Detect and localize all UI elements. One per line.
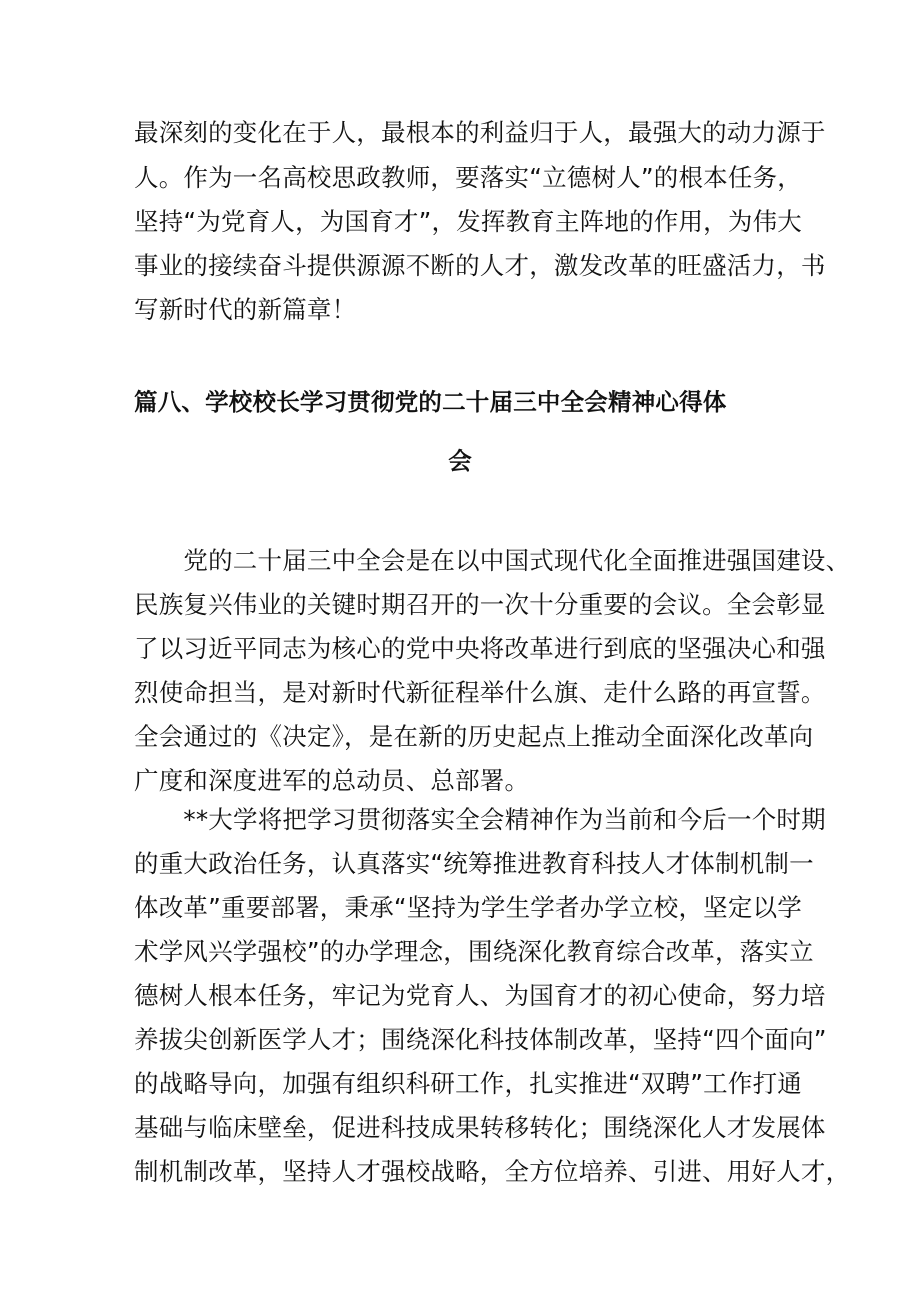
intro-line-1: 最深刻的变化在于人，最根本的利益归于人，最强大的动力源于 [134, 118, 826, 147]
paragraph-1-line-4: 烈使命担当，是对新时代新征程举什么旗、走什么路的再宣誓。 [134, 678, 826, 707]
paragraph-2-line-3: 体改革”重要部署，秉承“坚持为学生学者办学立校，坚定以学 [134, 893, 802, 922]
paragraph-1-line-2: 民族复兴伟业的关键时期召开的一次十分重要的会议。全会彰显 [134, 590, 826, 619]
section-heading-continuation: 会 [448, 447, 472, 475]
paragraph-2-line-1: **大学将把学习贯彻落实全会精神作为当前和今后一个时期 [134, 805, 826, 834]
intro-line-4: 事业的接续奋斗提供源源不断的人才，激发改革的旺盛活力，书 [134, 251, 826, 280]
paragraph-2-line-5: 德树人根本任务，牢记为党育人、为国育才的初心使命，努力培 [134, 981, 826, 1010]
paragraph-1-line-6: 广度和深度进军的总动员、总部署。 [134, 766, 530, 795]
intro-line-3: 坚持“为党育人，为国育才”，发挥教育主阵地的作用，为伟大 [134, 207, 802, 236]
paragraph-1-line-1: 党的二十届三中全会是在以中国式现代化全面推进强国建设、 [134, 546, 851, 575]
paragraph-2-line-9: 制机制改革，坚持人才强校战略，全方位培养、引进、用好人才， [134, 1157, 851, 1186]
intro-line-2: 人。作为一名高校思政教师，要落实“立德树人”的根本任务， [134, 163, 802, 192]
section-heading: 篇八、学校校长学习贯彻党的二十届三中全会精神心得体 [134, 388, 727, 416]
paragraph-1-line-3: 了以习近平同志为核心的党中央将改革进行到底的坚强决心和强 [134, 634, 826, 663]
paragraph-2-line-4: 术学风兴学强校”的办学理念，围绕深化教育综合改革，落实立 [134, 937, 814, 966]
paragraph-2-line-7: 的战略导向，加强有组织科研工作，扎实推进“双聘”工作打通 [134, 1069, 802, 1098]
paragraph-2-line-6: 养拔尖创新医学人才；围绕深化科技体制改革，坚持“四个面向” [134, 1025, 827, 1054]
intro-line-5: 写新时代的新篇章！ [134, 295, 357, 324]
paragraph-2-line-2: 的重大政治任务，认真落实“统筹推进教育科技人才体制机制一 [134, 849, 814, 878]
paragraph-1-line-5: 全会通过的《决定》，是在新的历史起点上推动全面深化改革向 [134, 722, 814, 751]
paragraph-2-line-8: 基础与临床壁垒，促进科技成果转移转化；围绕深化人才发展体 [134, 1113, 826, 1142]
